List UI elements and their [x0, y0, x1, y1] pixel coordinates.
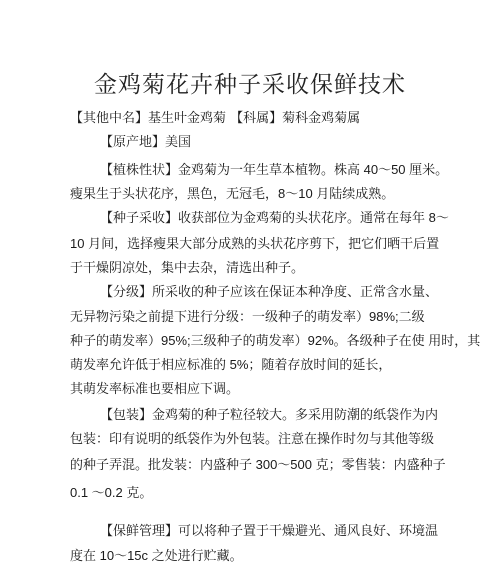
origin-line: 【原产地】美国	[100, 135, 192, 150]
packaging-line-2: 包装：印有说明的纸袋作为外包装。注意在操作时勿与其他等级	[70, 432, 435, 447]
packaging-line-4: 0.1 〜0.2 克。	[70, 485, 153, 500]
harvest-line-3: 于干燥阴凉处，集中去杂，清选出种子。	[70, 261, 305, 276]
harvest-line-2: 10 月间，选择瘦果大部分成熟的头状花序剪下，把它们晒干后置	[70, 236, 440, 251]
storage-line-1: 【保鲜管理】可以将种子置于干燥避光、通风良好、环境温	[100, 524, 439, 539]
grading-line-4: 萌发率允许低于相应标准的 5%；随着存放时间的延长，	[70, 357, 392, 372]
storage-line-2: 度在 10〜15c 之处进行贮藏。	[70, 548, 243, 563]
article-title: 金鸡菊花卉种子采收保鲜技术	[94, 72, 406, 98]
packaging-line-1: 【包装】金鸡菊的种子粒径较大。多采用防潮的纸袋作为内	[100, 408, 439, 423]
grading-line-5: 其萌发率标准也要相应下调。	[70, 382, 240, 397]
other-names-line: 【其他中名】基生叶金鸡菊 【科属】菊科金鸡菊属	[70, 111, 361, 126]
harvest-line-1: 【种子采收】收获部位为金鸡菊的头状花序。通常在每年 8〜	[100, 210, 449, 225]
grading-line-3: 种子的萌发率）95%;三级种子的萌发率）92%。各级种子在使 用时，其	[70, 333, 481, 348]
grading-line-1: 【分级】所采收的种子应该在保证本种净度、正常含水量、	[100, 285, 439, 300]
packaging-line-3: 的种子弄混。批发装：内盛种子 300〜500 克；零售装：内盛种子	[70, 457, 446, 472]
plant-traits-line-2: 瘦果生于头状花序，黑色，无冠毛，8〜10 月陆续成熟。	[70, 186, 395, 201]
plant-traits-line-1: 【植株性状】金鸡菊为一年生草本植物。株高 40〜50 厘米。	[100, 162, 449, 177]
grading-line-2: 无异物污染之前提下进行分级：一级种子的萌发率）98%;二级	[70, 309, 425, 324]
